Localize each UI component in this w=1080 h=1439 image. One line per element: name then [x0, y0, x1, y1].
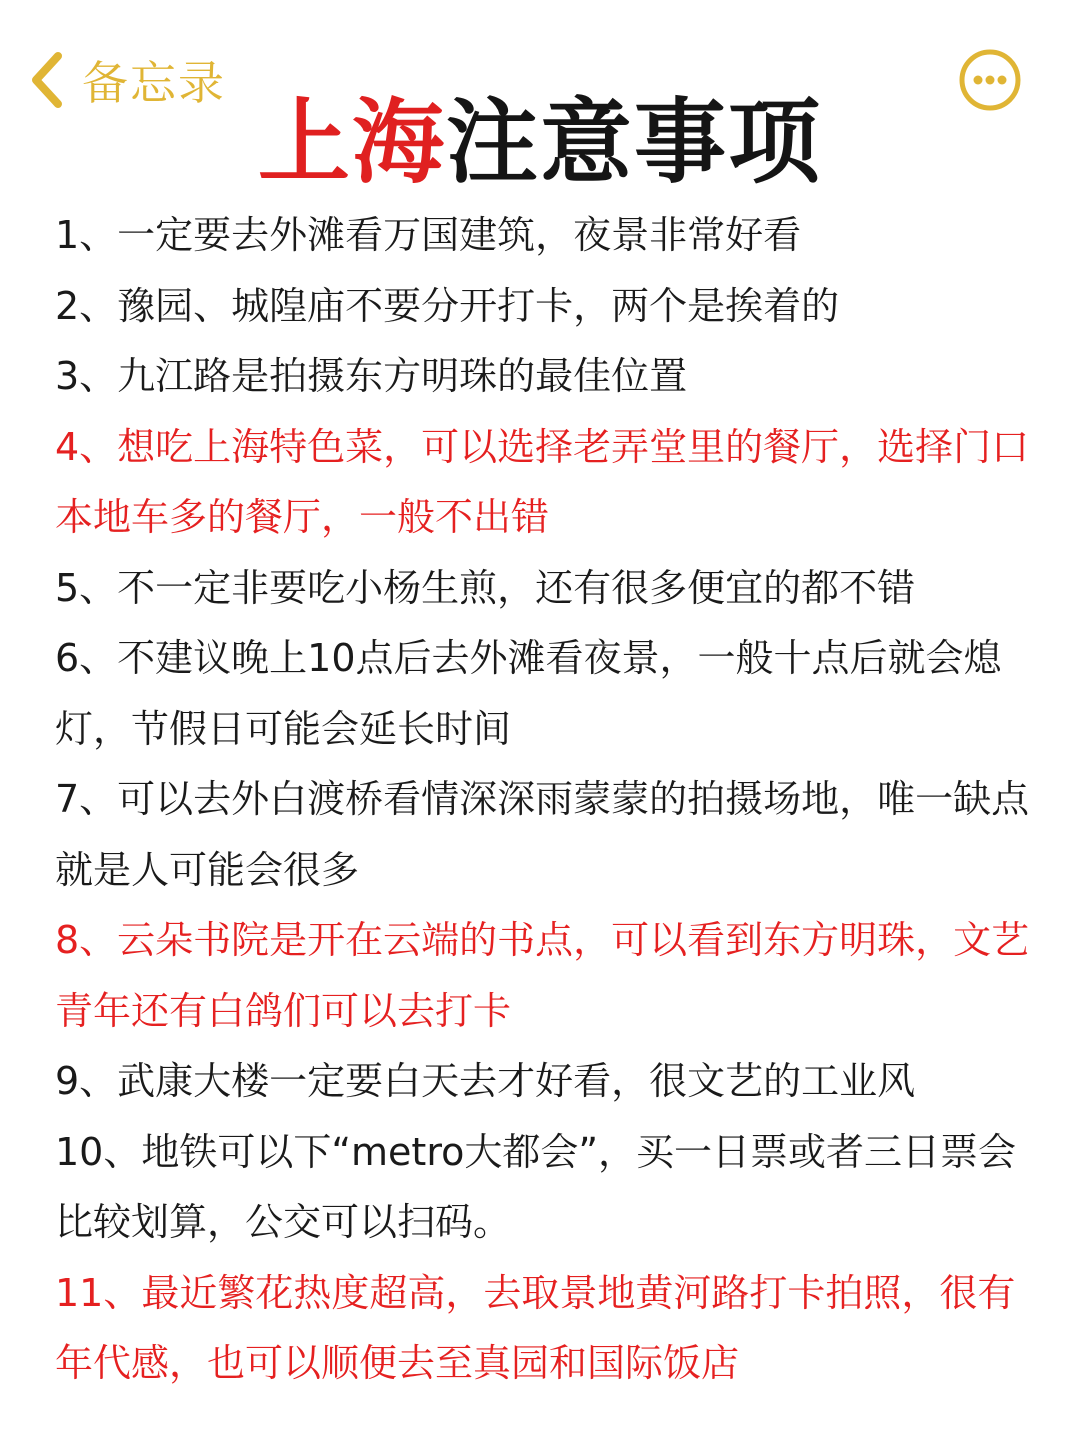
note-item: 11、最近繁花热度超高，去取景地黄河路打卡拍照，很有年代感，也可以顺便去至真园和国际饭店: [55, 1270, 1016, 1385]
note-item: 8、云朵书院是开在云端的书点，可以看到东方明珠，文艺青年还有白鸽们可以去打卡: [55, 918, 1030, 1033]
note-item: 10、地铁可以下“metro大都会”，买一日票或者三日票会比较划算，公交可以扫码。: [55, 1129, 1017, 1244]
notes-list: [55, 200, 1030, 1399]
note-item: 6、不建议晚上10点后去外滩看夜景，一般十点后就会熄灯，节假日可能会延长时间: [55, 636, 1002, 751]
page-title: [0, 88, 1080, 198]
note-item: 2、豫园、城隍庙不要分开打卡，两个是挨着的: [55, 283, 840, 328]
note-item: 5、不一定非要吃小杨生煎，还有很多便宜的都不错: [55, 565, 916, 610]
note-item: 9、武康大楼一定要白天去才好看，很文艺的工业风: [55, 1059, 916, 1103]
page-title-rest: 注意事项: [446, 89, 823, 196]
note-item: 4、想吃上海特色菜，可以选择老弄堂里的餐厅，选择门口本地车多的餐厅，一般不出错: [55, 424, 1030, 539]
note-item: 7、可以去外白渡桥看情深深雨蒙蒙的拍摄场地，唯一缺点就是人可能会很多: [55, 777, 1030, 892]
note-item: 3、九江路是拍摄东方明珠的最佳位置: [55, 354, 688, 398]
note-item: 1、一定要去外滩看万国建筑，夜景非常好看: [55, 213, 802, 257]
back-label: 备忘录: [82, 56, 226, 110]
page-title-highlight: 上海: [257, 89, 446, 196]
